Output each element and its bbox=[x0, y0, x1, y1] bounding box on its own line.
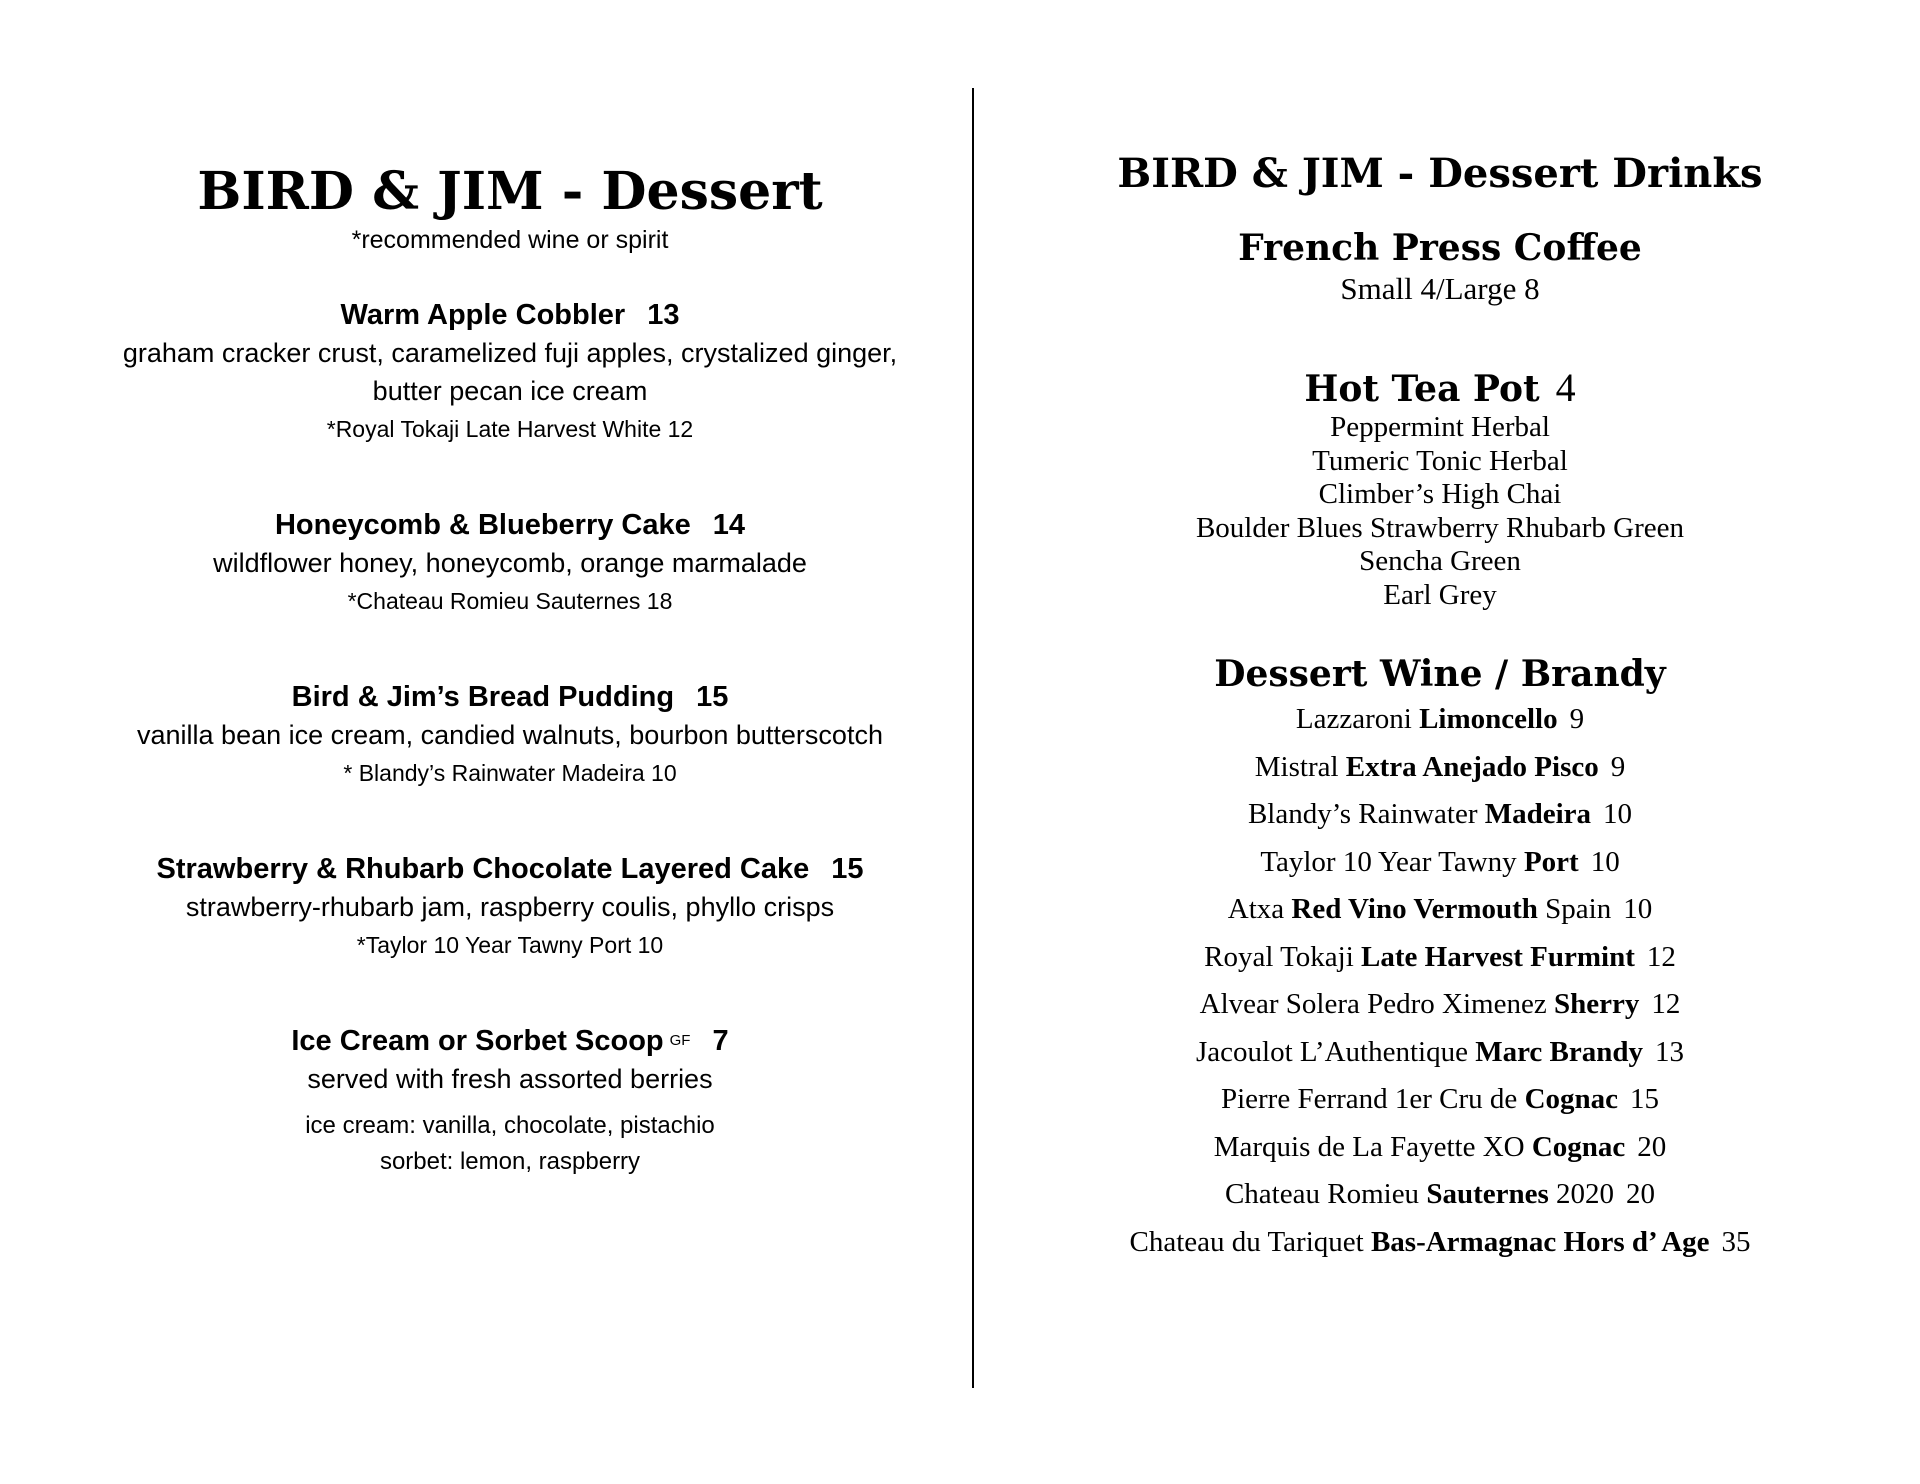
dessert-name-label: Warm Apple Cobbler bbox=[340, 299, 626, 331]
coffee-heading: French Press Coffee bbox=[1238, 227, 1642, 269]
dessert-price: 13 bbox=[647, 299, 680, 331]
dessert-name bbox=[60, 1022, 960, 1060]
dessert-item bbox=[60, 678, 960, 790]
tea-item: Sencha Green bbox=[1359, 545, 1521, 577]
wine-item bbox=[1040, 886, 1840, 934]
wine-type: Late Harvest Furmint bbox=[1361, 940, 1635, 973]
wine-producer: Pierre Ferrand 1er Cru de bbox=[1220, 1083, 1518, 1115]
coffee-section bbox=[1040, 226, 1840, 308]
dessert-pairing: *Taylor 10 Year Tawny Port 10 bbox=[356, 932, 664, 958]
wine-item bbox=[1040, 1171, 1840, 1219]
coffee-sizes: Small 4/Large 8 bbox=[1340, 271, 1540, 306]
wine-list bbox=[1040, 696, 1840, 1266]
dessert-price: 7 bbox=[712, 1025, 729, 1057]
wine-producer: Chateau Romieu bbox=[1224, 1178, 1420, 1210]
gluten-free-badge: GF bbox=[669, 1032, 691, 1049]
wine-price: 20 bbox=[1626, 1178, 1656, 1210]
dessert-item bbox=[60, 1022, 960, 1180]
tea-item: Climber’s High Chai bbox=[1318, 478, 1562, 510]
wine-detail: 2020 bbox=[1556, 1178, 1615, 1210]
wine-heading: Dessert Wine / Brandy bbox=[1214, 653, 1666, 695]
tea-heading bbox=[1040, 366, 1840, 411]
dessert-list bbox=[60, 296, 960, 1180]
dessert-description: graham cracker crust, caramelized fuji apples, crystalized ginger, bbox=[122, 338, 898, 368]
dessert-name-label: Strawberry & Rhubarb Chocolate Layered Cake bbox=[156, 853, 810, 885]
wine-type: Sauternes bbox=[1426, 1178, 1549, 1210]
dessert-description: butter pecan ice cream bbox=[372, 376, 648, 406]
wine-detail: Spain bbox=[1545, 893, 1612, 925]
tea-list bbox=[1040, 411, 1840, 612]
column-divider bbox=[972, 88, 974, 1388]
drinks-column bbox=[1040, 148, 1840, 1266]
dessert-item bbox=[60, 506, 960, 618]
wine-price: 10 bbox=[1590, 845, 1620, 878]
dessert-pairing: *Chateau Romieu Sauternes 18 bbox=[347, 588, 673, 614]
wine-type: Extra Anejado Pisco bbox=[1345, 750, 1599, 783]
dessert-name bbox=[60, 506, 960, 544]
wine-price: 12 bbox=[1651, 988, 1681, 1020]
wine-producer: Taylor 10 Year Tawny bbox=[1260, 845, 1517, 878]
dessert-description: served with fresh assorted berries bbox=[307, 1064, 713, 1094]
wine-producer: Royal Tokaji bbox=[1204, 940, 1354, 973]
dessert-name-label: Bird & Jim’s Bread Pudding bbox=[291, 681, 675, 713]
dessert-item bbox=[60, 296, 960, 446]
flavor-line: sorbet: lemon, raspberry bbox=[379, 1148, 641, 1175]
wine-type: Limoncello bbox=[1419, 703, 1558, 735]
dessert-description: vanilla bean ice cream, candied walnuts, bourbon butterscotch bbox=[137, 720, 883, 750]
tea-heading-label: Hot Tea Pot bbox=[1304, 368, 1540, 410]
dessert-pairing: *Royal Tokaji Late Harvest White 12 bbox=[326, 416, 694, 442]
drinks-title: BIRD & JIM - Dessert Drinks bbox=[1117, 150, 1763, 197]
wine-producer: Marquis de La Fayette XO bbox=[1213, 1130, 1525, 1163]
wine-price: 13 bbox=[1655, 1035, 1685, 1068]
wine-type: Cognac bbox=[1531, 1130, 1626, 1163]
dessert-name-label: Honeycomb & Blueberry Cake bbox=[274, 509, 691, 541]
dessert-name bbox=[60, 678, 960, 716]
flavor-line: ice cream: vanilla, chocolate, pistachio bbox=[305, 1112, 715, 1139]
tea-item: Peppermint Herbal bbox=[1330, 411, 1550, 443]
wine-item bbox=[1040, 839, 1840, 887]
wine-type: Red Vino Vermouth bbox=[1291, 893, 1538, 925]
dessert-price: 15 bbox=[696, 681, 729, 713]
dessert-flavors bbox=[60, 1108, 960, 1180]
tea-item: Tumeric Tonic Herbal bbox=[1312, 444, 1568, 477]
wine-price: 12 bbox=[1646, 940, 1676, 973]
tea-price: 4 bbox=[1555, 365, 1576, 410]
wine-price: 9 bbox=[1569, 703, 1585, 735]
wine-producer: Chateau du Tariquet bbox=[1129, 1225, 1364, 1258]
wine-type: Sherry bbox=[1553, 988, 1640, 1020]
wine-producer: Jacoulot L’Authentique bbox=[1195, 1035, 1468, 1068]
dessert-name bbox=[60, 296, 960, 334]
wine-producer: Atxa bbox=[1227, 893, 1285, 925]
dessert-name-label: Ice Cream or Sorbet Scoop bbox=[291, 1025, 664, 1057]
wine-type: Marc Brandy bbox=[1475, 1035, 1644, 1068]
wine-item bbox=[1040, 981, 1840, 1029]
wine-type: Madeira bbox=[1484, 798, 1592, 830]
tea-item: Earl Grey bbox=[1383, 578, 1497, 611]
wine-item bbox=[1040, 696, 1840, 744]
dessert-pairing: * Blandy’s Rainwater Madeira 10 bbox=[343, 760, 677, 786]
wine-price: 20 bbox=[1637, 1130, 1667, 1163]
wine-producer: Mistral bbox=[1254, 750, 1339, 783]
wine-price: 15 bbox=[1630, 1083, 1660, 1115]
dessert-description: wildflower honey, honeycomb, orange marmalade bbox=[213, 548, 807, 578]
wine-type: Cognac bbox=[1524, 1083, 1619, 1115]
wine-item bbox=[1040, 1029, 1840, 1077]
dessert-description: strawberry-rhubarb jam, raspberry coulis, phyllo crisps bbox=[185, 892, 835, 922]
wine-producer: Blandy’s Rainwater bbox=[1247, 798, 1478, 830]
wine-item bbox=[1040, 791, 1840, 839]
wine-item bbox=[1040, 744, 1840, 792]
dessert-column bbox=[60, 160, 960, 1240]
wine-producer: Lazzaroni bbox=[1295, 703, 1412, 735]
dessert-item bbox=[60, 850, 960, 962]
wine-item bbox=[1040, 1124, 1840, 1172]
wine-item bbox=[1040, 1219, 1840, 1267]
wine-item bbox=[1040, 1076, 1840, 1124]
dessert-price: 14 bbox=[712, 509, 746, 541]
tea-section bbox=[1040, 366, 1840, 612]
wine-price: 10 bbox=[1603, 798, 1633, 830]
wine-producer: Alvear Solera Pedro Ximenez bbox=[1199, 988, 1547, 1020]
dessert-price: 15 bbox=[831, 853, 864, 885]
wine-price: 9 bbox=[1610, 750, 1626, 783]
wine-type: Bas-Armagnac Hors d’ Age bbox=[1370, 1225, 1710, 1258]
wine-price: 10 bbox=[1623, 893, 1653, 925]
tea-item: Boulder Blues Strawberry Rhubarb Green bbox=[1195, 511, 1685, 544]
wine-section bbox=[1040, 652, 1840, 1266]
wine-item bbox=[1040, 934, 1840, 982]
wine-type: Port bbox=[1523, 845, 1579, 878]
wine-price: 35 bbox=[1721, 1225, 1751, 1258]
dessert-title: BIRD & JIM - Dessert bbox=[197, 161, 823, 222]
dessert-name bbox=[60, 850, 960, 888]
dessert-subtitle: *recommended wine or spirit bbox=[351, 226, 669, 254]
